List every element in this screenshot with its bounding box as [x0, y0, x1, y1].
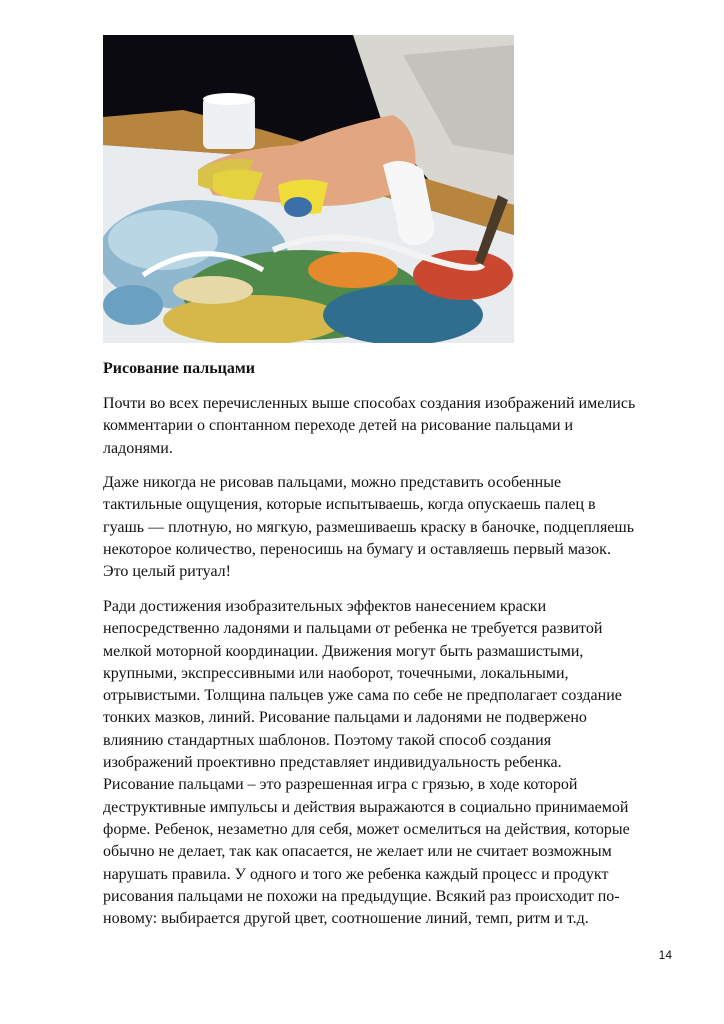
paragraph-1 [103, 393, 678, 460]
paragraph-line: отрывистыми. Толщина пальцев уже сама по себе не предполагает создание [103, 687, 622, 705]
paragraph-line: Даже никогда не рисовав пальцами, можно представить особенные [103, 474, 562, 491]
paragraph-3 [103, 596, 678, 930]
paragraph-line: Почти во всех перечисленных выше способах создания изображений имелись [103, 395, 636, 412]
paragraph-line: Рисование пальцами – это разрешенная игра с грязью, в ходе которой [103, 776, 578, 794]
paragraph-line: комментарии о спонтанном переходе детей на рисование пальцами и [103, 417, 574, 435]
paragraph-line: Это целый ритуал! [103, 563, 231, 581]
paragraph-line: непосредственно ладонями и пальцами от ребенка не требуется развитой [103, 620, 603, 638]
paragraph-line: изображений проективно представляет индивидуальность ребенка. [103, 754, 562, 772]
paragraph-line: нарушать правила. У одного и того же ребенка каждый процесс и продукт [103, 865, 609, 883]
paragraph-line: обычно не делает, так как опасается, не желает или не считает возможным [103, 843, 612, 861]
paragraph-line: некоторое количество, переносишь на бумагу и оставляешь первый мазок. [103, 540, 611, 558]
paragraph-line: рисования пальцами не похожи на предыдущие. Всякий раз происходит по- [103, 887, 620, 905]
section-heading: Рисование пальцами [103, 360, 256, 377]
paragraph-2 [103, 472, 678, 583]
paragraph-line: деструктивные импульсы и действия выражаются в социально принимаемой [103, 798, 629, 816]
paragraph-line: ладонями. [103, 439, 173, 457]
paragraph-line: мелкой моторной координации. Движения могут быть размашистыми, [103, 642, 584, 660]
paragraph-line: гуашь — плотную, но мягкую, размешиваешь краску в баночке, подцепляешь [103, 518, 635, 536]
finger-painting-illustration [103, 35, 514, 343]
paragraph-line: влиянию стандартных шаблонов. Поэтому такой способ создания [103, 731, 552, 749]
page-number: 14 [658, 948, 672, 962]
paragraph-line: Ради достижения изобразительных эффектов нанесением краски [103, 598, 547, 615]
paragraph-line: крупными, экспрессивными или наоборот, точечными, локальными, [103, 664, 569, 682]
finger-painting-photo [103, 35, 514, 343]
paragraph-line: новому: выбирается другой цвет, соотношение линий, темп, ритм и т.д. [103, 910, 589, 928]
paragraph-line: форме. Ребенок, незаметно для себя, может осмелиться на действия, которые [103, 820, 630, 838]
paragraph-line: тактильные ощущения, которые испытываешь, когда опускаешь палец в [103, 496, 596, 514]
paragraph-line: тонких мазков, линий. Рисование пальцами и ладонями не подвержено [103, 709, 587, 727]
